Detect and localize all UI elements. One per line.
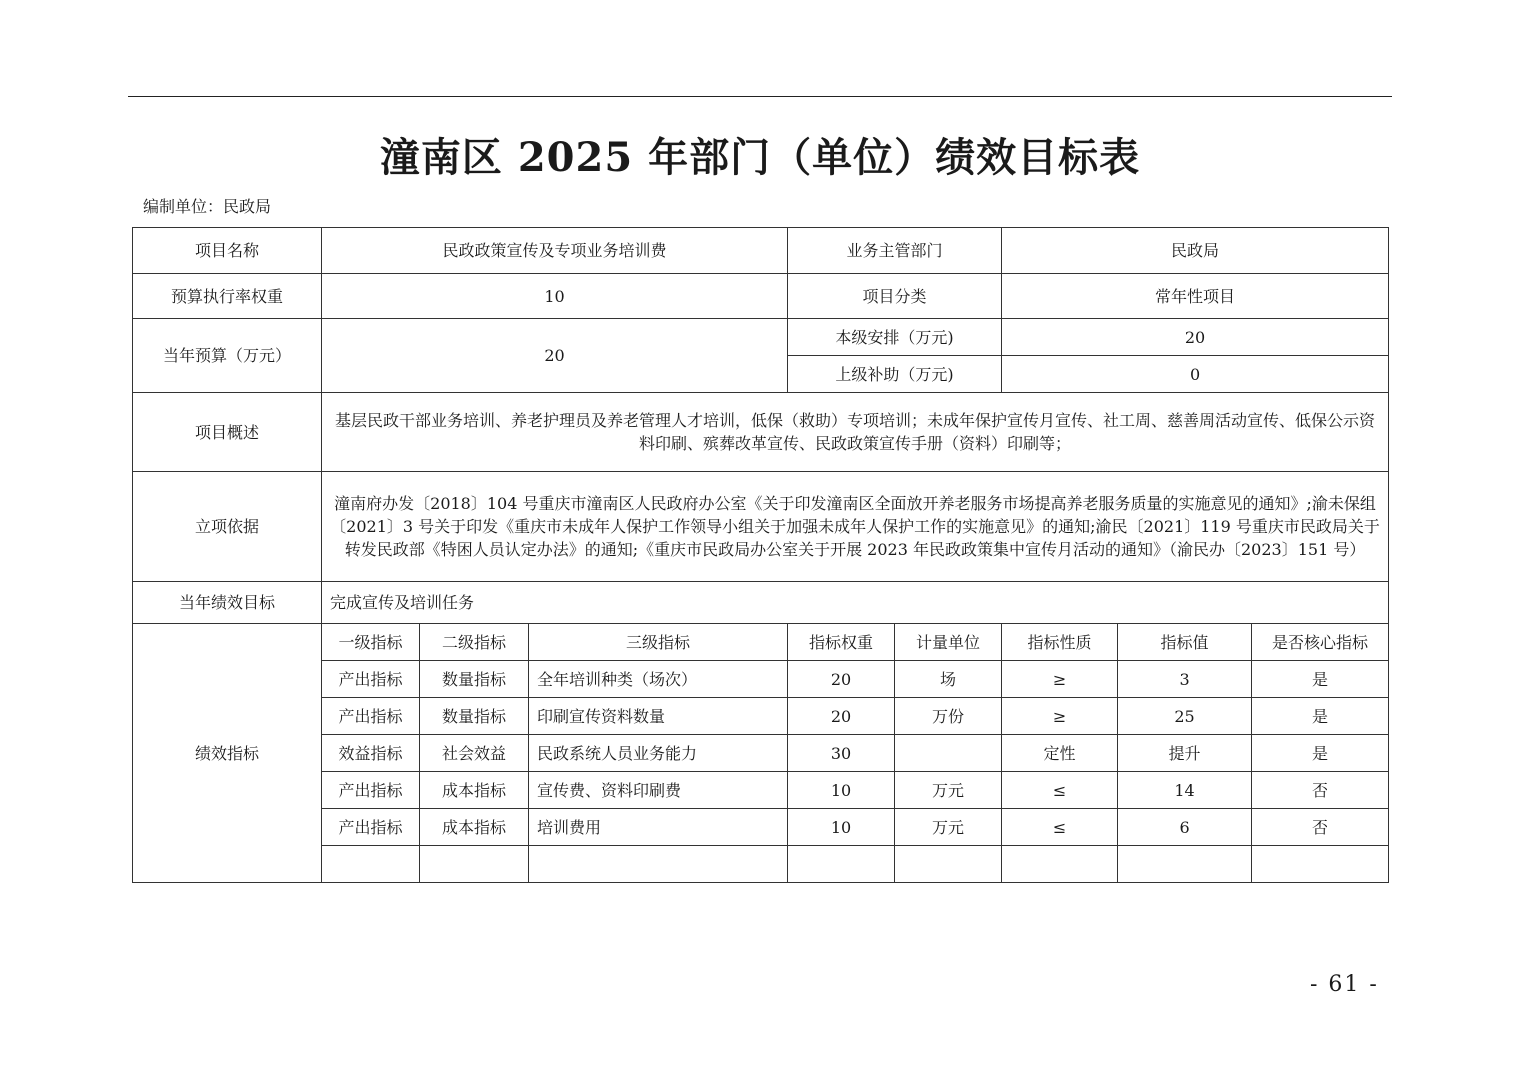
- budget-label: 当年预算（万元）: [133, 319, 322, 393]
- header-cell: 是否核心指标: [1252, 624, 1389, 661]
- budget-value: 20: [322, 319, 788, 393]
- overview-text: 基层民政干部业务培训、养老护理员及养老管理人才培训，低保（救助）专项培训；未成年保护宣传月宣传、社工周、慈善周活动宣传、低保公示资料印刷、殡葬改革宣传、民政政策宣传手册（资料）印刷等；: [322, 393, 1389, 472]
- nature-cell: ≥: [1002, 661, 1118, 698]
- header-cell: 指标值: [1118, 624, 1252, 661]
- exec-weight-label: 预算执行率权重: [133, 274, 322, 319]
- nature-cell: ≤: [1002, 772, 1118, 809]
- unit-cell: 万元: [895, 809, 1002, 846]
- header-cell: 一级指标: [322, 624, 420, 661]
- weight-cell: 10: [788, 772, 895, 809]
- nature-cell: ≥: [1002, 698, 1118, 735]
- category-label: 项目分类: [788, 274, 1002, 319]
- level1-cell: [322, 846, 420, 883]
- row-basis: [133, 472, 1389, 582]
- value-cell: 6: [1118, 809, 1252, 846]
- value-cell: 提升: [1118, 735, 1252, 772]
- overview-label: 项目概述: [133, 393, 322, 472]
- level3-cell: 全年培训种类（场次）: [529, 661, 788, 698]
- weight-cell: 20: [788, 661, 895, 698]
- page-number: - 61 -: [1310, 972, 1379, 997]
- nature-cell: [1002, 846, 1118, 883]
- weight-cell: [788, 846, 895, 883]
- weight-cell: 30: [788, 735, 895, 772]
- indicators-label: 绩效指标: [133, 624, 322, 883]
- basis-text: 潼南府办发〔2018〕104 号重庆市潼南区人民政府办公室《关于印发潼南区全面放开养老服务市场提高养老服务质量的实施意见的通知》;渝未保组〔2021〕3 号关于印发《重庆市未成年人保护工作领导小组关于加强未成年人保护工作的实施意见》的通知;渝民〔2021〕119 号重庆市民政局关于转发民政部《特困人员认定办法》的通知;《重庆市民政局办公室关于开展 2023 年民政政策集中宣传月活动的通知》（渝民办〔2023〕151 号）: [322, 472, 1389, 582]
- value-cell: [1118, 846, 1252, 883]
- indicator-row: [133, 661, 1389, 698]
- header-cell: 二级指标: [420, 624, 529, 661]
- level3-cell: 民政系统人员业务能力: [529, 735, 788, 772]
- level2-cell: 数量指标: [420, 698, 529, 735]
- level1-cell: 产出指标: [322, 809, 420, 846]
- level1-cell: 效益指标: [322, 735, 420, 772]
- level2-cell: 数量指标: [420, 661, 529, 698]
- level1-cell: 产出指标: [322, 772, 420, 809]
- indicator-header-row: [133, 624, 1389, 661]
- level1-cell: 产出指标: [322, 661, 420, 698]
- header-cell: 指标权重: [788, 624, 895, 661]
- value-cell: 3: [1118, 661, 1252, 698]
- row-goal: [133, 582, 1389, 624]
- header-cell: 三级指标: [529, 624, 788, 661]
- local-value: 20: [1002, 319, 1389, 356]
- row-budget: [133, 319, 1389, 356]
- core-cell: 否: [1252, 809, 1389, 846]
- level3-cell: 宣传费、资料印刷费: [529, 772, 788, 809]
- upper-value: 0: [1002, 356, 1389, 393]
- level2-cell: [420, 846, 529, 883]
- level3-cell: 培训费用: [529, 809, 788, 846]
- core-cell: 是: [1252, 661, 1389, 698]
- top-rule: [128, 96, 1392, 97]
- nature-cell: 定性: [1002, 735, 1118, 772]
- indicator-row-empty: [133, 846, 1389, 883]
- goal-text: 完成宣传及培训任务: [322, 582, 1389, 624]
- indicator-row: [133, 698, 1389, 735]
- nature-cell: ≤: [1002, 809, 1118, 846]
- level2-cell: 成本指标: [420, 809, 529, 846]
- weight-cell: 20: [788, 698, 895, 735]
- performance-table: [132, 227, 1389, 883]
- row-overview: [133, 393, 1389, 472]
- project-name-value: 民政政策宣传及专项业务培训费: [322, 228, 788, 274]
- indicator-row: [133, 772, 1389, 809]
- header-cell: 计量单位: [895, 624, 1002, 661]
- unit-cell: 万元: [895, 772, 1002, 809]
- row-project-name: [133, 228, 1389, 274]
- level1-cell: 产出指标: [322, 698, 420, 735]
- unit-cell: 场: [895, 661, 1002, 698]
- weight-cell: 10: [788, 809, 895, 846]
- exec-weight-value: 10: [322, 274, 788, 319]
- value-cell: 25: [1118, 698, 1252, 735]
- level3-cell: 印刷宣传资料数量: [529, 698, 788, 735]
- value-cell: 14: [1118, 772, 1252, 809]
- document-title: 潼南区 2025 年部门（单位）绩效目标表: [379, 134, 1141, 181]
- project-name-label: 项目名称: [133, 228, 322, 274]
- level3-cell: [529, 846, 788, 883]
- unit-cell: 万份: [895, 698, 1002, 735]
- core-cell: 否: [1252, 772, 1389, 809]
- level2-cell: 成本指标: [420, 772, 529, 809]
- core-cell: 是: [1252, 735, 1389, 772]
- goal-label: 当年绩效目标: [133, 582, 322, 624]
- local-label: 本级安排（万元): [788, 319, 1002, 356]
- dept-value: 民政局: [1002, 228, 1389, 274]
- level2-cell: 社会效益: [420, 735, 529, 772]
- indicator-row: [133, 735, 1389, 772]
- indicator-row: [133, 809, 1389, 846]
- basis-label: 立项依据: [133, 472, 322, 582]
- upper-label: 上级补助（万元): [788, 356, 1002, 393]
- category-value: 常年性项目: [1002, 274, 1389, 319]
- unit-cell: [895, 735, 1002, 772]
- header-cell: 指标性质: [1002, 624, 1118, 661]
- row-exec-weight: [133, 274, 1389, 319]
- unit-cell: [895, 846, 1002, 883]
- compile-unit: 编制单位：民政局: [143, 197, 272, 216]
- core-cell: 是: [1252, 698, 1389, 735]
- dept-label: 业务主管部门: [788, 228, 1002, 274]
- core-cell: [1252, 846, 1389, 883]
